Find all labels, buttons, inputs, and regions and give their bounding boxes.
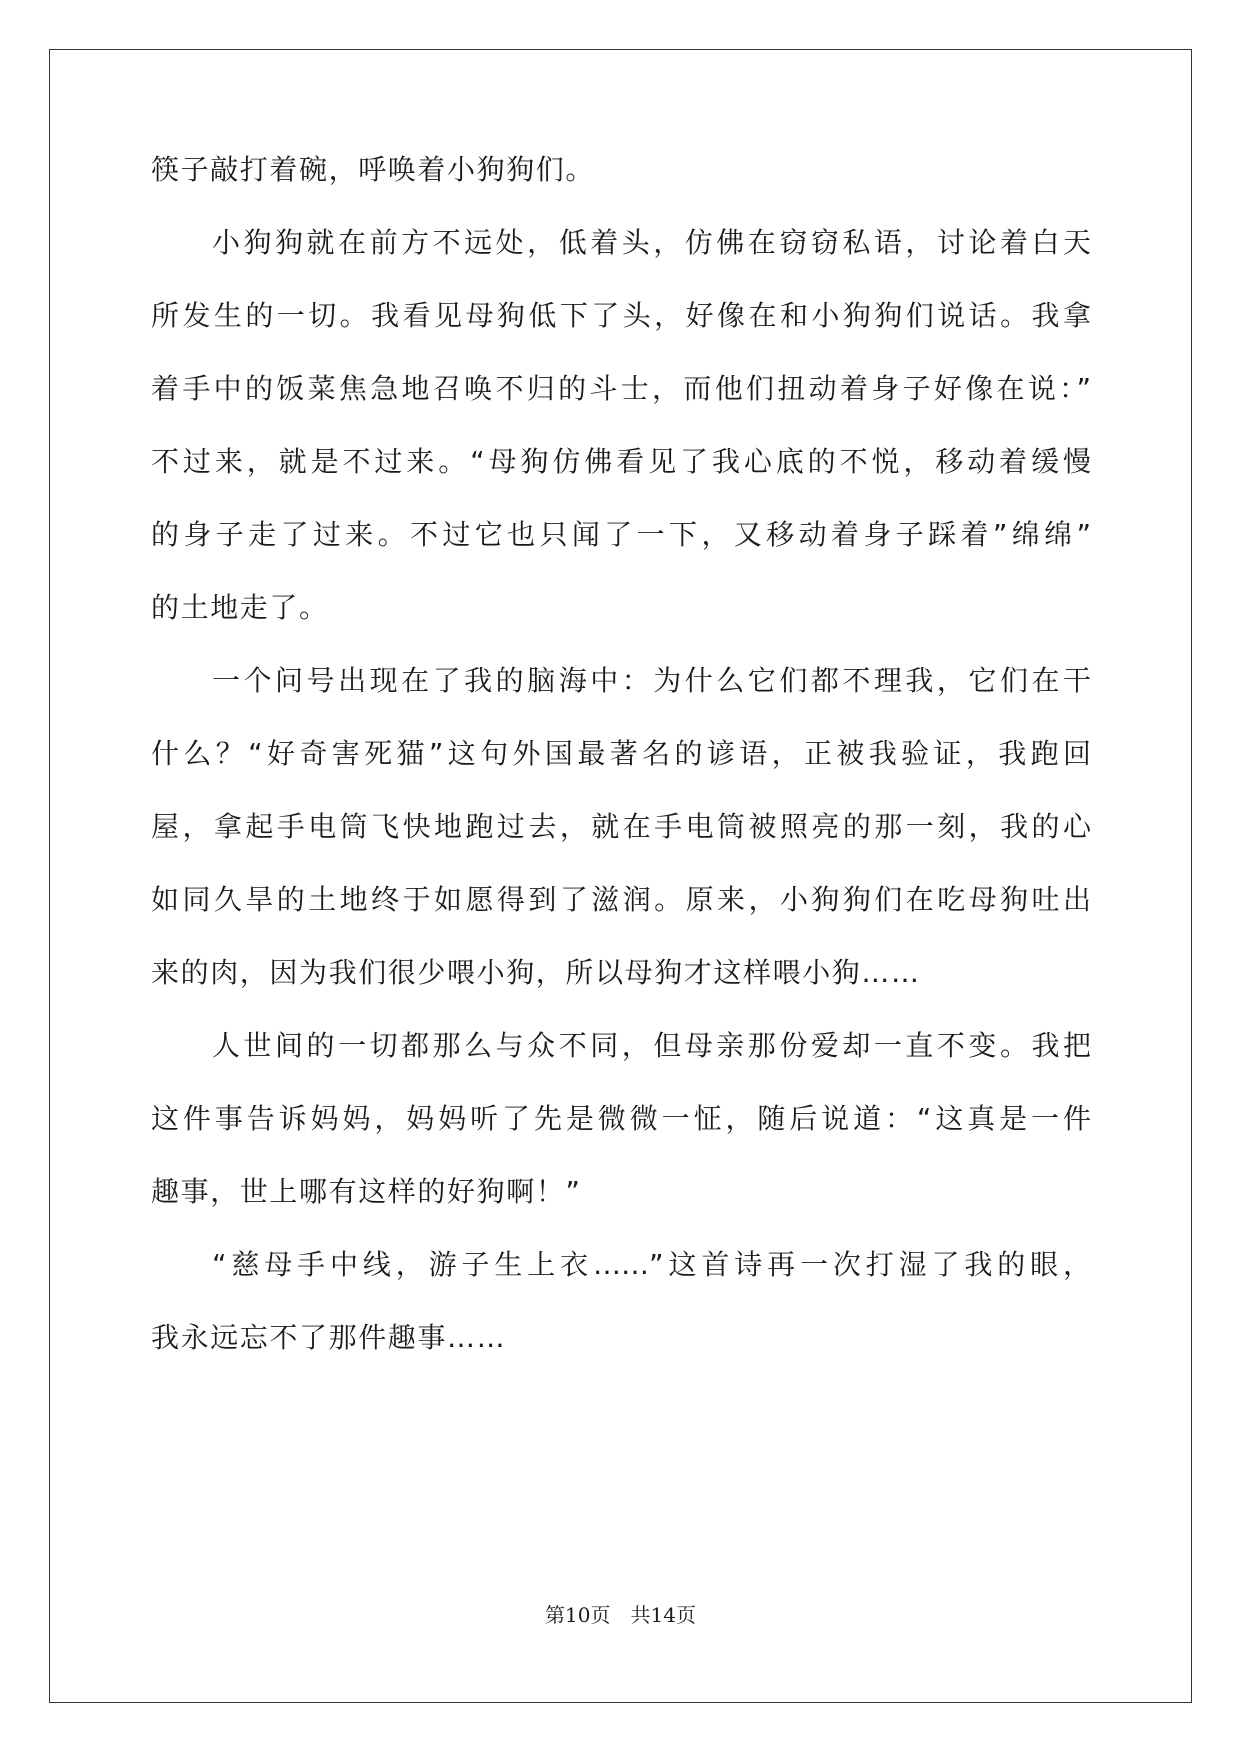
text-line: 不过来，就是不过来。“母狗仿佛看见了我心底的不悦，移动着缓慢 xyxy=(151,445,1091,478)
text-line: 来的肉，因为我们很少喂小狗，所以母狗才这样喂小狗…… xyxy=(151,956,921,989)
text-line: “慈母手中线，游子生上衣……”这首诗再一次打湿了我的眼， xyxy=(212,1248,1091,1281)
page-footer xyxy=(0,1600,1241,1630)
text-line: 我永远忘不了那件趣事…… xyxy=(151,1321,507,1354)
text-line: 着手中的饭菜焦急地召唤不归的斗士，而他们扭动着身子好像在说：” xyxy=(151,372,1091,405)
page-total: 共14页 xyxy=(630,1603,696,1627)
text-line: 的土地走了。 xyxy=(151,591,329,624)
text-line: 一个问号出现在了我的脑海中：为什么它们都不理我，它们在干 xyxy=(212,664,1091,697)
text-line: 小狗狗就在前方不远处，低着头，仿佛在窃窃私语，讨论着白天 xyxy=(212,226,1091,259)
text-line: 什么？“好奇害死猫”这句外国最著名的谚语，正被我验证，我跑回 xyxy=(151,737,1091,770)
text-line: 的身子走了过来。不过它也只闻了一下，又移动着身子踩着”绵绵” xyxy=(151,518,1091,551)
text-line: 筷子敲打着碗，呼唤着小狗狗们。 xyxy=(151,153,596,186)
page-number: 第10页 xyxy=(545,1603,611,1627)
text-line: 所发生的一切。我看见母狗低下了头，好像在和小狗狗们说话。我拿 xyxy=(151,299,1091,332)
text-line: 屋，拿起手电筒飞快地跑过去，就在手电筒被照亮的那一刻，我的心 xyxy=(151,810,1091,843)
text-line: 这件事告诉妈妈，妈妈听了先是微微一怔，随后说道：“这真是一件 xyxy=(151,1102,1091,1135)
text-line: 如同久旱的土地终于如愿得到了滋润。原来，小狗狗们在吃母狗吐出 xyxy=(151,883,1091,916)
text-line: 趣事，世上哪有这样的好狗啊！” xyxy=(151,1175,582,1208)
text-line: 人世间的一切都那么与众不同，但母亲那份爱却一直不变。我把 xyxy=(212,1029,1091,1062)
